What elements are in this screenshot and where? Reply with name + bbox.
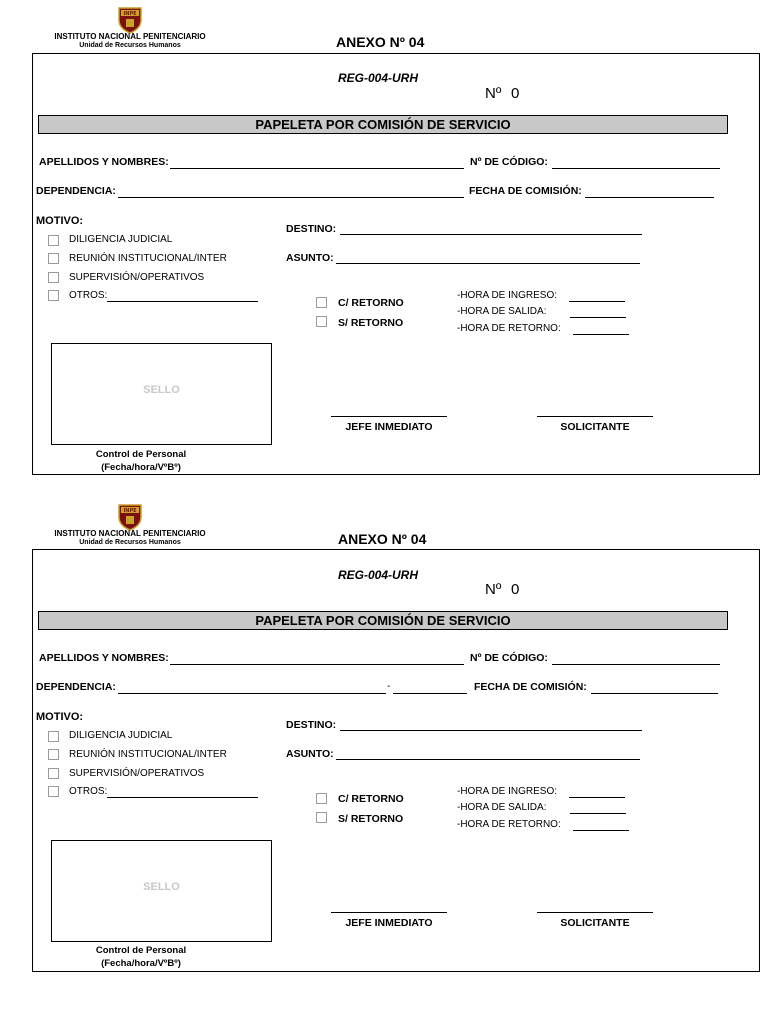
boss-signature-line[interactable] bbox=[331, 912, 447, 913]
stamp-label: SELLO bbox=[143, 881, 180, 893]
date-input-line[interactable] bbox=[585, 197, 714, 198]
checkbox-sin-retorno[interactable] bbox=[316, 812, 327, 823]
destination-input-line[interactable] bbox=[340, 234, 642, 235]
checkbox-con-retorno[interactable] bbox=[316, 793, 327, 804]
control-line-2: (Fecha/hora/VºBº) bbox=[101, 462, 181, 473]
annex-title: ANEXO Nº 04 bbox=[336, 34, 425, 50]
destination-label: DESTINO: bbox=[286, 223, 337, 235]
code-input-line[interactable] bbox=[552, 664, 720, 665]
motive-option-otros: OTROS: bbox=[69, 786, 108, 797]
motive-option-diligencia: DILIGENCIA JUDICIAL bbox=[69, 234, 173, 245]
code-input-line[interactable] bbox=[552, 168, 720, 169]
motive-option-reunion: REUNIÓN INSTITUCIONAL/INTER bbox=[69, 749, 227, 760]
dependency-label: DEPENDENCIA: bbox=[36, 681, 116, 693]
svg-text:INPE: INPE bbox=[123, 11, 137, 17]
inpe-logo-icon bbox=[116, 503, 144, 531]
hour-ingreso-input-line[interactable] bbox=[569, 301, 625, 302]
date-label: FECHA DE COMISIÓN: bbox=[474, 681, 587, 693]
checkbox-otros[interactable] bbox=[48, 786, 59, 797]
code-label: Nº DE CÓDIGO: bbox=[470, 652, 548, 664]
checkbox-reunion[interactable] bbox=[48, 749, 59, 760]
motive-option-otros: OTROS: bbox=[69, 290, 108, 301]
names-input-line[interactable] bbox=[170, 168, 464, 169]
hour-salida-input-line[interactable] bbox=[570, 317, 626, 318]
motive-option-diligencia: DILIGENCIA JUDICIAL bbox=[69, 730, 173, 741]
applicant-signature-line[interactable] bbox=[537, 912, 653, 913]
form-frame bbox=[32, 549, 760, 972]
applicant-signature-label: SOLICITANTE bbox=[560, 421, 630, 433]
return-option-sin: S/ RETORNO bbox=[338, 317, 404, 329]
hour-salida-input-line[interactable] bbox=[570, 813, 626, 814]
checkbox-reunion[interactable] bbox=[48, 253, 59, 264]
dependency-label: DEPENDENCIA: bbox=[36, 185, 116, 197]
boss-signature-label: JEFE INMEDIATO bbox=[345, 917, 433, 929]
names-input-line[interactable] bbox=[170, 664, 464, 665]
subject-label: ASUNTO: bbox=[286, 252, 334, 264]
motive-label: MOTIVO: bbox=[36, 215, 84, 227]
institution-unit: Unidad de Recursos Humanos bbox=[79, 42, 181, 49]
inpe-logo-icon bbox=[116, 6, 144, 34]
stamp-box bbox=[51, 840, 272, 942]
checkbox-sin-retorno[interactable] bbox=[316, 316, 327, 327]
return-option-sin: S/ RETORNO bbox=[338, 813, 404, 825]
hour-salida-label: -HORA DE SALIDA: bbox=[457, 802, 547, 813]
annex-title: ANEXO Nº 04 bbox=[338, 531, 427, 547]
form-copy-1 bbox=[0, 0, 768, 500]
dependency-separator: - bbox=[387, 681, 391, 692]
number-label: Nº bbox=[485, 581, 502, 598]
return-option-con: C/ RETORNO bbox=[338, 793, 404, 805]
code-label: Nº DE CÓDIGO: bbox=[470, 156, 548, 168]
control-line-1: Control de Personal bbox=[95, 449, 187, 460]
names-label: APELLIDOS Y NOMBRES: bbox=[39, 652, 169, 664]
form-copy-2 bbox=[0, 497, 768, 997]
dependency-input-line[interactable] bbox=[118, 197, 464, 198]
number-value: 0 bbox=[511, 85, 520, 102]
control-line-2: (Fecha/hora/VºBº) bbox=[101, 958, 181, 969]
stamp-box bbox=[51, 343, 272, 445]
hour-ingreso-label: -HORA DE INGRESO: bbox=[457, 290, 558, 301]
date-input-line[interactable] bbox=[591, 693, 718, 694]
checkbox-con-retorno[interactable] bbox=[316, 297, 327, 308]
number-label: Nº bbox=[485, 85, 502, 102]
subject-label: ASUNTO: bbox=[286, 748, 334, 760]
control-line-1: Control de Personal bbox=[95, 945, 187, 956]
checkbox-diligencia[interactable] bbox=[48, 731, 59, 742]
number-value: 0 bbox=[511, 581, 520, 598]
applicant-signature-label: SOLICITANTE bbox=[560, 917, 630, 929]
boss-signature-label: JEFE INMEDIATO bbox=[345, 421, 433, 433]
svg-text:INPE: INPE bbox=[123, 508, 137, 514]
reg-code: REG-004-URH bbox=[338, 568, 419, 582]
dependency-input-line[interactable] bbox=[118, 693, 386, 694]
hour-retorno-input-line[interactable] bbox=[573, 334, 629, 335]
destination-label: DESTINO: bbox=[286, 719, 337, 731]
hour-retorno-input-line[interactable] bbox=[573, 830, 629, 831]
hour-ingreso-label: -HORA DE INGRESO: bbox=[457, 786, 558, 797]
institution-name: INSTITUTO NACIONAL PENITENCIARIO bbox=[54, 32, 206, 41]
checkbox-supervision[interactable] bbox=[48, 272, 59, 283]
form-title: PAPELETA POR COMISIÓN DE SERVICIO bbox=[38, 115, 728, 134]
motive-label: MOTIVO: bbox=[36, 711, 84, 723]
applicant-signature-line[interactable] bbox=[537, 416, 653, 417]
date-label: FECHA DE COMISIÓN: bbox=[469, 185, 582, 197]
hour-salida-label: -HORA DE SALIDA: bbox=[457, 306, 547, 317]
motive-option-reunion: REUNIÓN INSTITUCIONAL/INTER bbox=[69, 253, 227, 264]
subject-input-line[interactable] bbox=[336, 263, 640, 264]
reg-code: REG-004-URH bbox=[338, 71, 419, 85]
stamp-label: SELLO bbox=[143, 384, 180, 396]
motive-option-supervision: SUPERVISIÓN/OPERATIVOS bbox=[69, 272, 205, 283]
otros-input-line[interactable] bbox=[107, 301, 258, 302]
return-option-con: C/ RETORNO bbox=[338, 297, 404, 309]
boss-signature-line[interactable] bbox=[331, 416, 447, 417]
destination-input-line[interactable] bbox=[340, 730, 642, 731]
checkbox-diligencia[interactable] bbox=[48, 235, 59, 246]
motive-option-supervision: SUPERVISIÓN/OPERATIVOS bbox=[69, 768, 205, 779]
hour-ingreso-input-line[interactable] bbox=[569, 797, 625, 798]
otros-input-line[interactable] bbox=[107, 797, 258, 798]
form-title: PAPELETA POR COMISIÓN DE SERVICIO bbox=[38, 611, 728, 630]
checkbox-supervision[interactable] bbox=[48, 768, 59, 779]
checkbox-otros[interactable] bbox=[48, 290, 59, 301]
subject-input-line[interactable] bbox=[336, 759, 640, 760]
names-label: APELLIDOS Y NOMBRES: bbox=[39, 156, 169, 168]
institution-unit: Unidad de Recursos Humanos bbox=[79, 539, 181, 546]
form-frame bbox=[32, 53, 760, 475]
hour-retorno-label: -HORA DE RETORNO: bbox=[457, 323, 561, 334]
hour-retorno-label: -HORA DE RETORNO: bbox=[457, 819, 561, 830]
dependency-extra-input-line[interactable] bbox=[393, 693, 467, 694]
institution-name: INSTITUTO NACIONAL PENITENCIARIO bbox=[54, 529, 206, 538]
